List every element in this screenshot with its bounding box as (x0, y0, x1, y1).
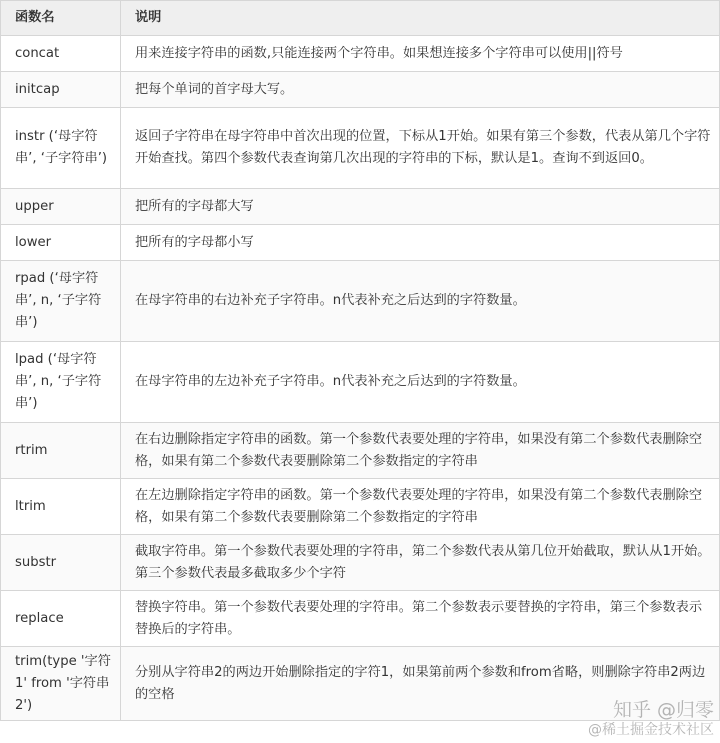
function-name-cell: ltrim (1, 479, 121, 535)
table-row (1, 36, 720, 72)
description-cell: 分别从字符串2的两边开始删除指定的字符1，如果第前两个参数和from省略，则删除字符串2两边的空格 (121, 647, 720, 721)
header-description: 说明 (121, 1, 720, 36)
watermark-zhihu: 知乎 @归零 (612, 699, 714, 721)
watermark-juejin: @稀土掘金技术社区 (588, 722, 714, 738)
description-cell: 把每个单词的首字母大写。 (121, 72, 720, 108)
table-row (1, 423, 720, 479)
function-name-cell: upper (1, 189, 121, 225)
function-name-cell: rpad (‘母字符串’, n, ‘子字符串’) (1, 261, 121, 342)
description-cell: 在母字符串的右边补充子字符串。n代表补充之后达到的字符数量。 (121, 261, 720, 342)
table-row (1, 72, 720, 108)
function-name-cell: substr (1, 535, 121, 591)
function-name-cell: trim(type '字符1' from '字符串2') (1, 647, 121, 721)
table-row (1, 108, 720, 189)
description-cell: 用来连接字符串的函数,只能连接两个字符串。如果想连接多个字符串可以使用||符号 (121, 36, 720, 72)
description-cell: 截取字符串。第一个参数代表要处理的字符串，第二个参数代表从第几位开始截取，默认从1开始。第三个参数代表最多截取多少个字符 (121, 535, 720, 591)
table-row (1, 479, 720, 535)
table-header-row (1, 1, 720, 36)
table-row (1, 535, 720, 591)
description-cell: 在右边删除指定字符串的函数。第一个参数代表要处理的字符串，如果没有第二个参数代表删除空格，如果有第二个参数代表要删除第二个参数指定的字符串 (121, 423, 720, 479)
function-name-cell: rtrim (1, 423, 121, 479)
header-function-name: 函数名 (1, 1, 121, 36)
description-cell: 返回子字符串在母字符串中首次出现的位置，下标从1开始。如果有第三个参数，代表从第几个字符开始查找。第四个参数代表查询第几次出现的字符串的下标，默认是1。查询不到返回0。 (121, 108, 720, 189)
description-cell: 把所有的字母都小写 (121, 225, 720, 261)
description-cell: 在母字符串的左边补充子字符串。n代表补充之后达到的字符数量。 (121, 342, 720, 423)
table-row (1, 591, 720, 647)
function-name-cell: lower (1, 225, 121, 261)
function-name-cell: lpad (‘母字符串’, n, ‘子字符串’) (1, 342, 121, 423)
description-cell: 替换字符串。第一个参数代表要处理的字符串。第二个参数表示要替换的字符串，第三个参数表示替换后的字符串。 (121, 591, 720, 647)
function-name-cell: concat (1, 36, 121, 72)
description-cell: 把所有的字母都大写 (121, 189, 720, 225)
description-cell: 在左边删除指定字符串的函数。第一个参数代表要处理的字符串，如果没有第二个参数代表删除空格，如果有第二个参数代表要删除第二个参数指定的字符串 (121, 479, 720, 535)
table-row (1, 261, 720, 342)
watermark (588, 699, 714, 739)
table-row (1, 342, 720, 423)
function-name-cell: initcap (1, 72, 121, 108)
table-row (1, 189, 720, 225)
function-name-cell: replace (1, 591, 121, 647)
table-row (1, 225, 720, 261)
function-name-cell: instr (‘母字符串’, ‘子字符串’) (1, 108, 121, 189)
